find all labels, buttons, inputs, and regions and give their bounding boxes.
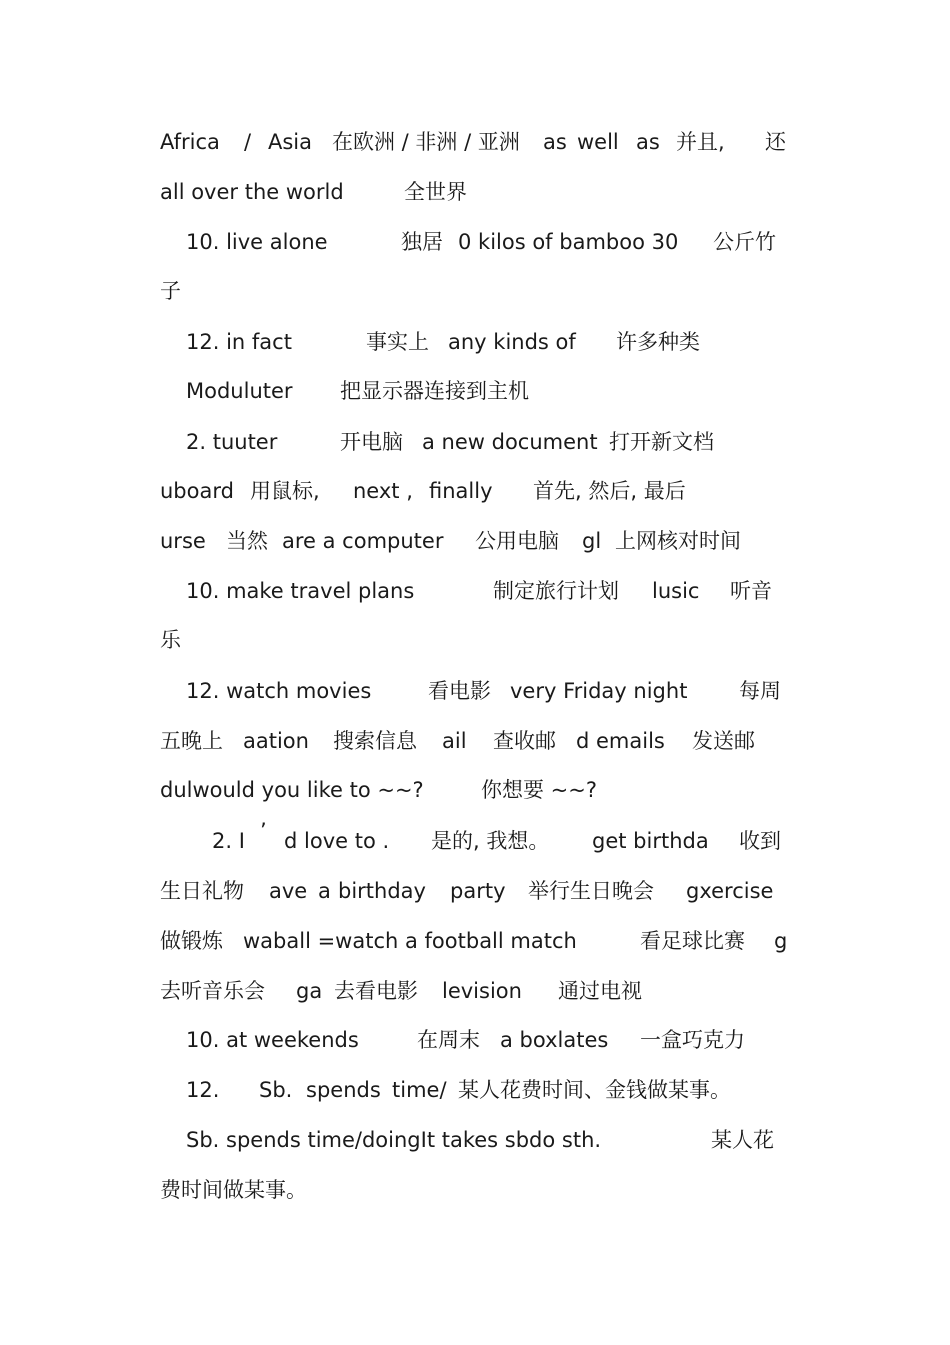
text-line (0, 726, 950, 756)
text-segment: 通过电视 (558, 979, 642, 1003)
text-segment: 12. watch movies (186, 679, 372, 703)
text-segment: Sb. (259, 1078, 293, 1102)
text-segment: ave (269, 879, 308, 903)
text-segment: 上网核对时间 (615, 529, 741, 553)
text-segment: 10. make travel plans (186, 579, 415, 603)
text-segment: d love to . (284, 829, 390, 853)
text-segment: 收到 (739, 829, 781, 853)
text-segment: g (774, 929, 788, 953)
text-line (0, 926, 950, 956)
text-line (0, 526, 950, 556)
text-segment: a (318, 879, 331, 903)
text-segment: 发送邮 (692, 729, 755, 753)
text-segment: 0 kilos of bamboo 30 (458, 230, 679, 254)
text-line (0, 1075, 950, 1105)
text-segment: are a computer (282, 529, 444, 553)
text-segment: 在周末 (417, 1028, 480, 1052)
text-segment: party (450, 879, 506, 903)
text-segment: any kinds of (448, 330, 576, 354)
text-segment: 五晚上 (160, 729, 223, 753)
text-segment: ga (296, 979, 323, 1003)
text-segment: 看足球比赛 (640, 929, 745, 953)
text-segment: waball =watch a football match (243, 929, 577, 953)
text-segment: 并且, (676, 130, 725, 154)
text-segment: 制定旅行计划 (493, 579, 619, 603)
text-segment: 12. in fact (186, 330, 292, 354)
text-segment: 许多种类 (616, 330, 700, 354)
text-segment: 公斤竹 (713, 230, 776, 254)
text-segment: 全世界 (404, 180, 467, 204)
text-segment: 事实上 (366, 330, 429, 354)
text-segment: levision (442, 979, 522, 1003)
text-segment: 费时间做某事。 (160, 1178, 307, 1202)
text-segment: aation (243, 729, 309, 753)
text-segment: birthday (338, 879, 426, 903)
text-segment: gl (582, 529, 602, 553)
text-segment: lusic (652, 579, 700, 603)
text-segment: as (636, 130, 660, 154)
text-segment: 用鼠标, (250, 479, 320, 503)
text-line (0, 625, 950, 655)
text-segment: ’ (260, 819, 267, 843)
text-segment: 某人花费时间、金钱做某事。 (458, 1078, 731, 1102)
text-segment: 看电影 (428, 679, 491, 703)
text-line (0, 676, 950, 706)
text-segment: 12. (186, 1078, 220, 1102)
text-segment: 生日礼物 (160, 879, 244, 903)
text-segment: Sb. spends time/doingIt takes sbdo sth. (186, 1128, 602, 1152)
text-line (0, 476, 950, 506)
text-segment: 是的, 我想。 (431, 829, 550, 853)
text-segment: get birthda (592, 829, 709, 853)
text-segment: d emails (576, 729, 665, 753)
text-segment: 开电脑 (340, 430, 403, 454)
text-segment: 在欧洲 / 非洲 / 亚洲 (332, 130, 520, 154)
text-segment: 听音 (730, 579, 772, 603)
text-segment: 你想要 ~~? (481, 778, 598, 802)
text-segment: 2. I (212, 829, 245, 853)
text-line (0, 127, 950, 157)
text-segment: 查收邮 (493, 729, 556, 753)
text-line (0, 276, 950, 306)
text-segment: / (244, 130, 252, 154)
text-segment: well (577, 130, 619, 154)
text-line (0, 976, 950, 1006)
text-segment: uboard (160, 479, 234, 503)
text-segment: 一盒巧克力 (640, 1028, 745, 1052)
text-line (0, 576, 950, 606)
text-segment: next , (353, 479, 413, 503)
text-line (0, 227, 950, 257)
text-line (0, 1025, 950, 1055)
text-segment: 10. live alone (186, 230, 328, 254)
text-segment: 公用电脑 (475, 529, 559, 553)
text-line (0, 376, 950, 406)
text-segment: 做锻炼 (160, 929, 223, 953)
text-segment: spends (306, 1078, 381, 1102)
text-segment: 还 (765, 130, 786, 154)
text-segment: all over the world (160, 180, 344, 204)
text-segment: Africa (160, 130, 220, 154)
text-segment: 某人花 (711, 1128, 774, 1152)
text-segment: Asia (268, 130, 313, 154)
text-segment: finally (429, 479, 493, 503)
text-segment: very Friday night (510, 679, 688, 703)
text-segment: 打开新文档 (609, 430, 714, 454)
text-line (0, 1125, 950, 1155)
text-segment: Moduluter (186, 379, 293, 403)
text-segment: time/ (392, 1078, 447, 1102)
text-segment: a new document (422, 430, 598, 454)
text-segment: 首先, 然后, 最后 (533, 479, 686, 503)
text-line (0, 327, 950, 357)
text-segment: 2. tuuter (186, 430, 278, 454)
text-segment: gxercise (686, 879, 774, 903)
text-line (0, 1175, 950, 1205)
text-segment: urse (160, 529, 206, 553)
text-segment: as (543, 130, 567, 154)
text-line (0, 177, 950, 207)
text-segment: a boxlates (500, 1028, 609, 1052)
text-line (0, 775, 950, 805)
text-segment: 搜索信息 (333, 729, 417, 753)
text-line (0, 427, 950, 457)
text-segment: 当然 (226, 529, 268, 553)
text-segment: 10. at weekends (186, 1028, 359, 1052)
text-line (0, 819, 950, 856)
text-segment: 去听音乐会 (160, 979, 265, 1003)
text-segment: 去看电影 (334, 979, 418, 1003)
text-segment: 乐 (160, 628, 181, 652)
text-segment: 独居 (401, 230, 443, 254)
text-segment: ail (442, 729, 467, 753)
text-segment: 子 (160, 279, 181, 303)
text-line (0, 876, 950, 906)
text-segment: 把显示器连接到主机 (340, 379, 529, 403)
text-segment: dulwould you like to ~~? (160, 778, 424, 802)
text-segment: 每周 (739, 679, 781, 703)
text-segment: 举行生日晚会 (528, 879, 654, 903)
